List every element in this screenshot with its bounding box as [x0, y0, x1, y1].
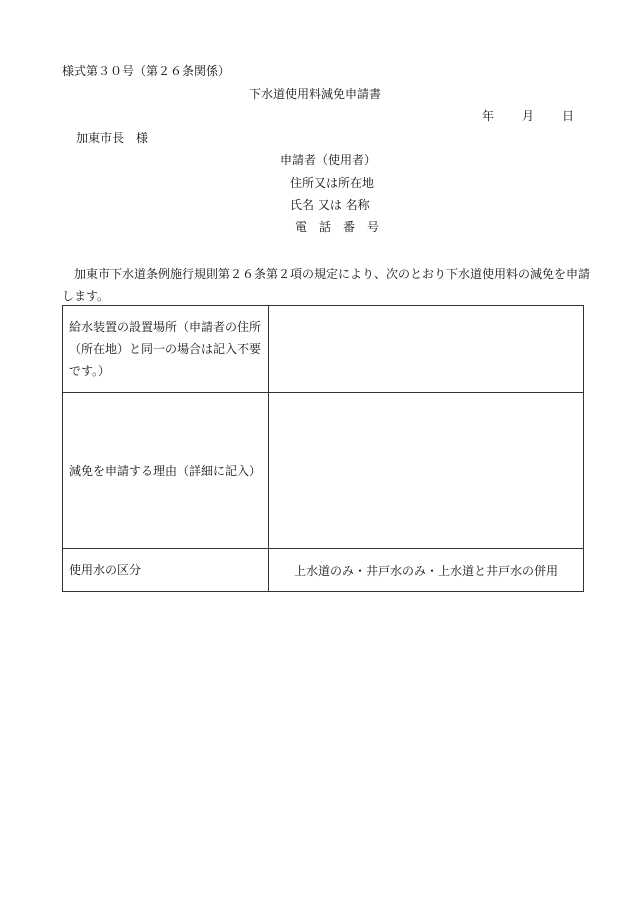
reduction-reason-label: 減免を申請する理由（詳細に記入） [63, 393, 269, 549]
table-row [63, 393, 584, 549]
installation-location-label: 給水装置の設置場所（申請者の住所（所在地）と同一の場合は記入不要です。） [63, 306, 269, 393]
applicant-name-label: 氏名 又は 名称 [290, 198, 370, 212]
date-month: 月 [522, 109, 535, 123]
water-type-options[interactable]: 上水道のみ・井戸水のみ・上水道と井戸水の併用 [269, 549, 584, 592]
application-table [62, 305, 584, 592]
applicant-label: 申請者（使用者） [280, 153, 377, 167]
form-number: 様式第３０号（第２６条関係） [62, 64, 231, 78]
date-line [482, 109, 574, 123]
date-day: 日 [562, 109, 575, 123]
addressee: 加東市長 様 [76, 131, 149, 145]
body-paragraph: 加東市下水道条例施行規則第２６条第２項の規定により、次のとおり下水道使用料の減免を申請します。 [62, 267, 591, 303]
table-row [63, 549, 584, 592]
table-row [63, 306, 584, 393]
applicant-address-label: 住所又は所在地 [290, 176, 375, 190]
reduction-reason-field[interactable] [269, 393, 584, 549]
date-year: 年 [482, 109, 495, 123]
document-title: 下水道使用料減免申請書 [248, 87, 381, 101]
installation-location-field[interactable] [269, 306, 584, 393]
applicant-phone-label: 電 話 番 号 [295, 220, 380, 234]
water-type-label: 使用水の区分 [63, 549, 269, 592]
